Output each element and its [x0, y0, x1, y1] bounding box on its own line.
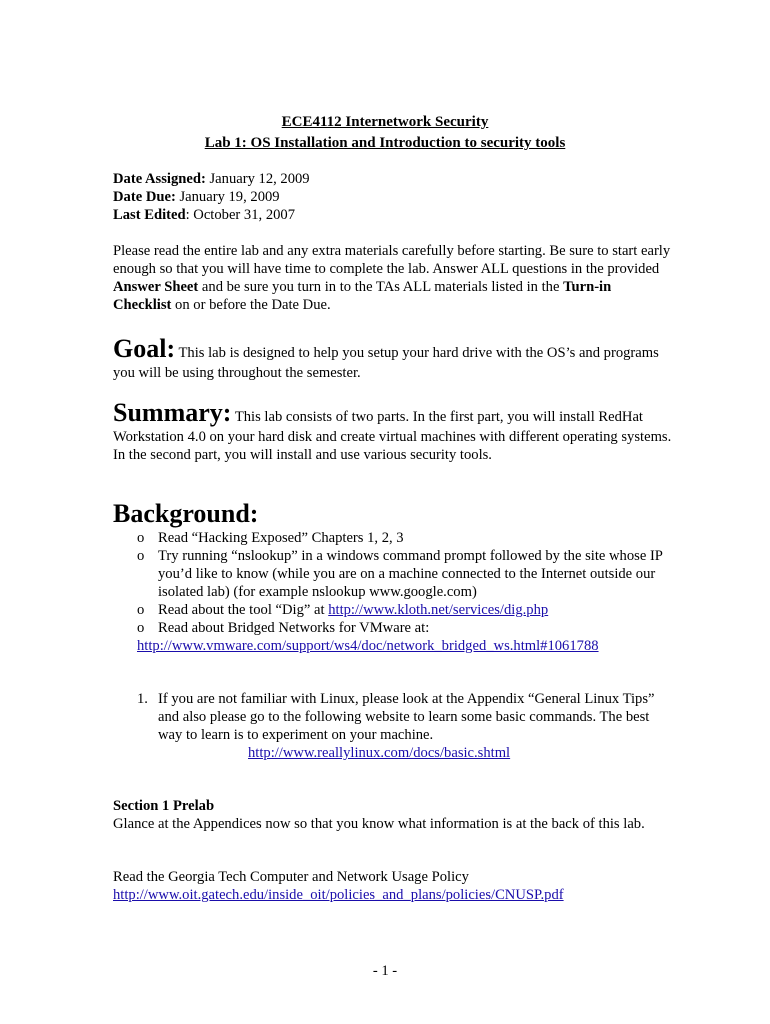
background-item-text: Try running “nslookup” in a windows command prompt followed by the site whose IP you’d like to know (while you are on a machine connected to the Internet outside our isolated lab) (for example nslookup www.google.com) — [158, 548, 663, 600]
last-edited-label: Last Edited — [113, 207, 186, 223]
section1-text: Glance at the Appendices now so that you know what information is at the back of this lab. — [113, 816, 645, 832]
background-item-text: Read about Bridged Networks for VMware at: — [158, 620, 430, 636]
background-heading: Background: — [113, 499, 259, 528]
date-assigned-label: Date Assigned: — [113, 171, 206, 187]
intro-paragraph — [113, 242, 673, 314]
number-marker: 1. — [137, 691, 148, 707]
answer-sheet-label: Answer Sheet — [113, 279, 199, 295]
bullet-marker: o — [137, 620, 145, 636]
reallylinux-link[interactable]: http://www.reallylinux.com/docs/basic.shtml — [248, 745, 511, 761]
background-item-text: Read about the tool “Dig” at — [158, 602, 329, 618]
page-number: - 1 - — [372, 963, 398, 979]
summary-text: This lab consists of two parts. In the first part, you will install RedHat Workstation 4.0 on your hard disk and create virtual machines with different operating systems. In the second part, you will install and use various security tools. — [113, 409, 672, 463]
course-title: ECE4112 Internetwork Security — [281, 114, 489, 130]
date-due-value: January 19, 2009 — [175, 189, 280, 205]
vmware-link-line — [137, 637, 599, 655]
bullet-marker: o — [137, 530, 145, 546]
intro-text-1: Please read the entire lab and any extra materials carefully before starting. Be sure to start early enough so that you will have time to complete the lab. Answer ALL questions in the provided — [113, 243, 671, 277]
policy-paragraph — [113, 868, 673, 904]
date-due — [113, 188, 673, 206]
section1-heading: Section 1 Prelab — [113, 798, 215, 814]
dates-block — [113, 170, 673, 224]
numbered-item-text: If you are not familiar with Linux, please look at the Appendix “General Linux Tips” and also please go to the following website to learn some basic commands. The best way to learn is to experiment on your machine. — [158, 691, 655, 743]
lab-title: Lab 1: OS Installation and Introduction to security tools — [204, 135, 566, 151]
date-assigned — [113, 170, 673, 188]
goal-heading: Goal: — [113, 334, 176, 363]
background-item-text: Read “Hacking Exposed” Chapters 1, 2, 3 — [158, 530, 404, 546]
last-edited — [113, 206, 673, 224]
bullet-marker: o — [137, 602, 145, 618]
intro-text-3: on or before the Date Due. — [171, 297, 331, 313]
goal-section — [113, 334, 673, 382]
dig-link[interactable]: http://www.kloth.net/services/dig.php — [328, 602, 549, 618]
policy-link[interactable]: http://www.oit.gatech.edu/inside_oit/policies_and_plans/policies/CNUSP.pdf — [113, 887, 564, 903]
date-due-label: Date Due: — [113, 189, 176, 205]
date-assigned-value: January 12, 2009 — [205, 171, 310, 187]
bullet-marker: o — [137, 548, 145, 564]
intro-text-2: and be sure you turn in to the TAs ALL materials listed in the — [198, 279, 564, 295]
vmware-link[interactable]: http://www.vmware.com/support/ws4/doc/network_bridged_ws.html#1061788 — [137, 638, 599, 654]
goal-text: This lab is designed to help you setup your hard drive with the OS’s and programs you will be using throughout the semester. — [113, 345, 659, 381]
background-item-text-wrap — [158, 601, 668, 619]
policy-text: Read the Georgia Tech Computer and Network Usage Policy — [113, 869, 469, 885]
last-edited-value: : October 31, 2007 — [185, 207, 296, 223]
turnin-checklist-label: Turn-in Checklist — [113, 279, 612, 313]
summary-section — [113, 398, 673, 464]
reallylinux-link-line — [248, 744, 510, 762]
section1-prelab — [113, 797, 673, 833]
summary-heading: Summary: — [113, 398, 232, 427]
